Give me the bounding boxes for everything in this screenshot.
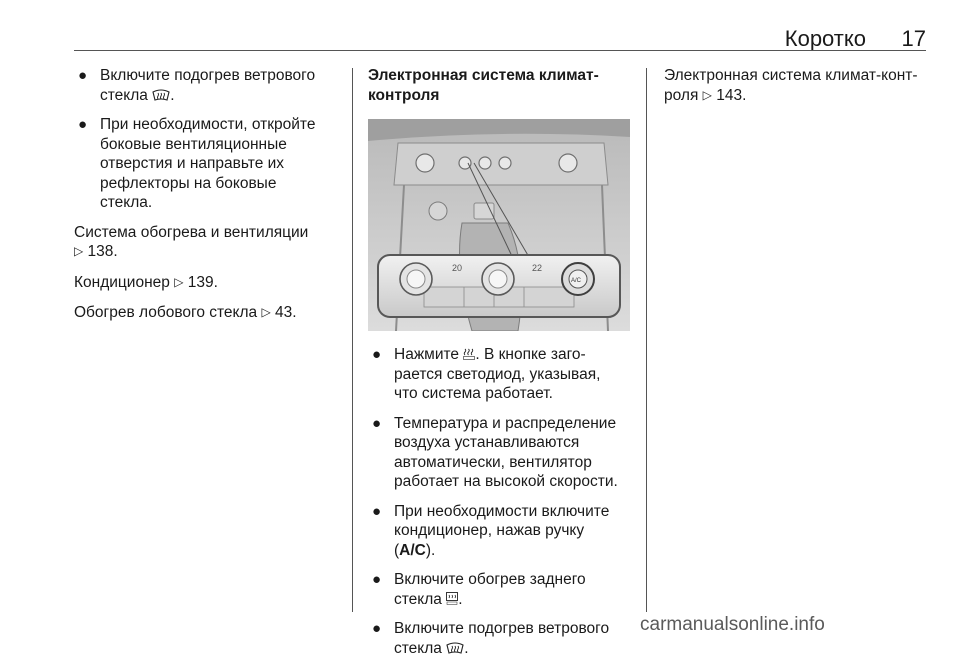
page-ref-arrow-icon: ▷ — [174, 274, 184, 289]
page-ref-arrow-icon: ▷ — [261, 305, 271, 319]
page-ref-link[interactable]: 139. — [187, 273, 218, 291]
line: . — [458, 590, 463, 608]
line: стекла — [394, 639, 442, 657]
line: Нажмите — [394, 346, 460, 363]
ac-button-label: A/C — [399, 541, 426, 559]
paragraph — [74, 303, 336, 324]
list-item — [368, 570, 634, 609]
column-divider-2 — [646, 68, 647, 612]
bullet-icon: ● — [372, 620, 382, 637]
line: . — [464, 639, 469, 657]
line: воздуха устанавливаются — [394, 434, 580, 451]
paragraph-text: Кондиционер — [74, 273, 170, 291]
line: Включите обогрев заднего — [394, 571, 586, 588]
line: При необходимости включите — [394, 502, 610, 520]
list-item — [368, 345, 634, 404]
header-rule — [74, 50, 926, 51]
column-divider-1 — [352, 68, 353, 612]
column-2 — [368, 66, 634, 668]
column-1 — [74, 66, 336, 334]
page-ref-link[interactable]: 138. — [87, 243, 118, 260]
illustration-temp-right: 22 — [532, 263, 543, 273]
page-ref-link[interactable]: 143. — [716, 86, 747, 104]
climate-control-illustration — [368, 119, 630, 331]
line: рефлекторы на боковые — [100, 174, 277, 192]
line: ). — [425, 541, 436, 559]
line: Включите подогрев ветрового — [394, 620, 610, 637]
bullet-icon: ● — [372, 414, 382, 432]
line: . В кнопке заго- — [475, 346, 586, 363]
bullet-icon: ● — [372, 502, 382, 520]
bullet-list — [368, 345, 634, 658]
paragraph — [74, 273, 336, 294]
list-item — [368, 502, 634, 561]
column-3 — [664, 66, 926, 116]
page-ref-arrow-icon: ▷ — [74, 244, 84, 258]
list-item — [74, 66, 336, 105]
bullet-icon: ● — [78, 67, 88, 84]
line: автоматически, вентилятор — [394, 453, 592, 471]
list-item — [368, 619, 634, 658]
line: Электронная система климат-конт- — [664, 67, 918, 84]
line: Температура и распределение — [394, 414, 617, 432]
heading-line: контроля — [368, 86, 440, 104]
auto-mode-icon — [463, 347, 475, 360]
page-ref-link[interactable]: 43. — [275, 304, 297, 321]
illustration-ac-label: A/C — [571, 278, 582, 284]
line: ( — [394, 541, 400, 559]
paragraph — [74, 223, 336, 263]
paragraph-text: Система обогрева и вентиляции — [74, 223, 309, 241]
windshield-defrost-icon — [446, 642, 464, 654]
list-item — [74, 115, 336, 213]
illustration-temp-left: 20 — [452, 263, 463, 273]
bullet-icon: ● — [372, 571, 382, 588]
line: кондиционер, нажав ручку — [394, 522, 585, 539]
bullet-text: Включите подогрев ветрового стекла — [100, 67, 316, 104]
bullet-list — [74, 66, 336, 213]
line: роля — [664, 86, 699, 104]
line: При необходимости, откройте — [100, 116, 316, 133]
list-item — [368, 414, 634, 492]
heading-line: Электронная система климат- — [368, 67, 599, 84]
line: боковые вентиляционные — [100, 135, 287, 153]
line: стекла. — [100, 194, 153, 211]
watermark: carmanualsonline.info — [640, 614, 825, 635]
line: что система работает. — [394, 385, 553, 402]
page-header — [74, 26, 926, 50]
page-ref-arrow-icon: ▷ — [702, 87, 712, 102]
page-number: 17 — [901, 26, 926, 51]
bullet-icon: ● — [372, 346, 382, 363]
windshield-defrost-icon — [152, 89, 170, 101]
line: отверстия и направьте их — [100, 155, 285, 172]
paragraph-text: Обогрев лобового стекла — [74, 304, 258, 321]
rear-window-heating-icon — [446, 592, 458, 605]
line: работает на высокой скорости. — [394, 473, 618, 490]
bullet-suffix: . — [170, 86, 175, 104]
section-heading — [368, 66, 634, 105]
page-title: Коротко — [784, 26, 866, 51]
paragraph — [664, 66, 926, 106]
bullet-icon: ● — [78, 116, 88, 133]
line: рается светодиод, указывая, — [394, 365, 601, 383]
line: стекла — [394, 590, 442, 608]
